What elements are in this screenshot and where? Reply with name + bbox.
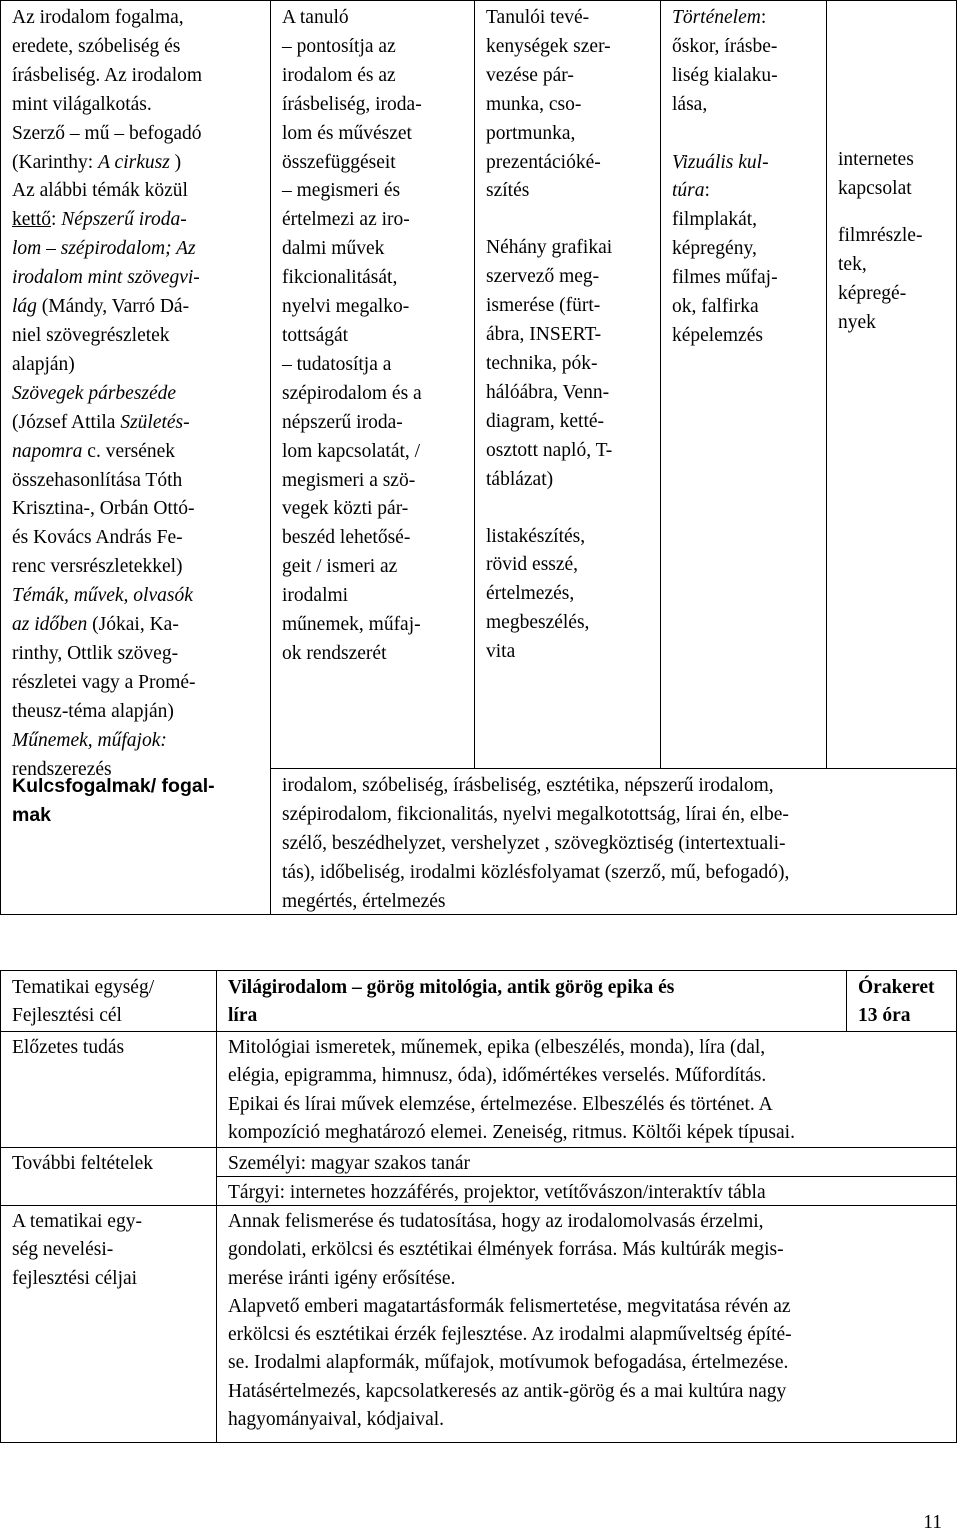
text-segment: : bbox=[704, 180, 710, 202]
text-line: képregé- bbox=[838, 282, 907, 304]
text-line: Alapvető emberi magatartásformák felismertetése, megvitatása révén az bbox=[228, 1295, 791, 1317]
text-segment: Az irodalom fogalma, bbox=[12, 7, 184, 28]
text-segment: theusz-téma alapján) bbox=[12, 700, 174, 722]
text-line bbox=[12, 640, 267, 669]
conditions-label-text: További feltételek bbox=[12, 1153, 154, 1174]
activities-cell bbox=[486, 4, 658, 667]
text-segment: lása, bbox=[672, 93, 708, 115]
text-line: – pontosítja az bbox=[282, 35, 396, 57]
text-line: technika, pók- bbox=[486, 352, 598, 374]
text-line bbox=[12, 33, 267, 62]
text-segment: képregény, bbox=[672, 238, 757, 260]
text-line: – tudatosítja a bbox=[282, 353, 392, 375]
goals-label-line: A tematikai egy- bbox=[12, 1211, 142, 1232]
unit-label-line: Tematikai egység/ bbox=[12, 977, 155, 998]
hours-label: Órakeret bbox=[858, 977, 935, 998]
text-line: megértés, értelmezés bbox=[282, 890, 446, 912]
text-line bbox=[12, 582, 267, 611]
text-segment: összehasonlítása Tóth bbox=[12, 469, 183, 491]
text-line bbox=[12, 206, 267, 235]
keywords-label bbox=[12, 772, 267, 830]
text-line bbox=[672, 62, 824, 91]
prior-text bbox=[228, 1034, 795, 1147]
text-line: listakészítés, bbox=[486, 525, 586, 547]
text-line: A tanuló bbox=[282, 7, 349, 28]
text-line: internetes bbox=[838, 149, 914, 170]
text-line: rövid esszé, bbox=[486, 554, 579, 576]
prior-label-text: Előzetes tudás bbox=[12, 1037, 125, 1058]
text-line: Epikai és lírai művek elemzése, értelmezése. Elbeszélés és történet. A bbox=[228, 1093, 773, 1115]
keywords-label-line: Kulcsfogalmak/ fogal- bbox=[12, 775, 215, 797]
unit-title-line: Világirodalom – görög mitológia, antik görög epika és bbox=[228, 977, 675, 998]
text-segment: őskor, írásbe- bbox=[672, 35, 778, 57]
text-line: ok rendszerét bbox=[282, 642, 387, 664]
text-line bbox=[12, 409, 267, 438]
text-line bbox=[12, 264, 267, 293]
text-line bbox=[12, 177, 267, 206]
text-segment: Vizuális kul- bbox=[672, 151, 769, 173]
text-line: filmrészle- bbox=[838, 224, 923, 246]
text-line bbox=[12, 524, 267, 553]
text-segment: és Kovács András Fe- bbox=[12, 527, 183, 549]
text-segment: Műnemek, műfajok: bbox=[12, 729, 167, 751]
text-segment: kettő bbox=[12, 209, 51, 231]
text-line: megismeri a szö- bbox=[282, 469, 416, 491]
text-segment: rinthy, Ottlik szöveg- bbox=[12, 642, 179, 664]
conditions-personal bbox=[228, 1150, 470, 1178]
conditions-material bbox=[228, 1179, 766, 1207]
text-block bbox=[838, 222, 954, 338]
text-line: erkölcsi és esztétikai érzék fejlesztése. Az irodalmi alapműveltség építé- bbox=[228, 1324, 792, 1346]
text-line: fikcionalitását, bbox=[282, 267, 398, 289]
topics-cell bbox=[12, 4, 267, 784]
text-segment: írásbeliség. Az irodalom bbox=[12, 64, 203, 86]
text-segment: c. versének bbox=[82, 440, 175, 462]
text-segment: (József Attila bbox=[12, 411, 121, 433]
text-line bbox=[12, 4, 267, 33]
col-divider bbox=[270, 0, 271, 915]
text-line: szervező meg- bbox=[486, 266, 600, 288]
text-line: szépirodalom, fikcionalitás, nyelvi megalkotottság, lírai én, elbe- bbox=[282, 803, 789, 825]
goals-label-line: fejlesztési céljai bbox=[12, 1267, 138, 1289]
text-line: tás), időbeliség, irodalmi közlésfolyamat (szerző, mű, befogadó), bbox=[282, 861, 790, 883]
text-segment: részletei vagy a Promé- bbox=[12, 671, 196, 693]
text-line: irodalom, szóbeliség, írásbeliség, esztétika, népszerű irodalom, bbox=[282, 775, 774, 796]
text-line: megbeszélés, bbox=[486, 612, 590, 634]
text-line: nyelvi megalko- bbox=[282, 296, 410, 318]
col-divider bbox=[956, 0, 957, 915]
text-segment: Krisztina-, Orbán Ottó- bbox=[12, 498, 195, 520]
text-line bbox=[12, 149, 267, 178]
goals-text bbox=[228, 1208, 792, 1434]
text-line: kompozíció meghatározó elemei. Zeneiség, ritmus. Költői képek típusai. bbox=[228, 1121, 795, 1143]
text-line bbox=[672, 120, 824, 149]
prior-label bbox=[12, 1034, 124, 1062]
text-line bbox=[12, 91, 267, 120]
text-segment: (Karinthy: bbox=[12, 151, 99, 173]
col-divider bbox=[0, 970, 1, 1443]
text-line: portmunka, bbox=[486, 122, 576, 144]
media-cell bbox=[838, 146, 954, 337]
text-segment: túra bbox=[672, 180, 705, 202]
conditions-label bbox=[12, 1150, 153, 1178]
text-segment: ok, falfirka bbox=[672, 296, 759, 318]
text-line: értelmezés, bbox=[486, 583, 575, 605]
table-border-top bbox=[0, 0, 957, 1]
hours-cell bbox=[858, 974, 935, 1031]
text-segment: ) bbox=[169, 151, 182, 173]
text-line bbox=[672, 206, 824, 235]
text-line bbox=[12, 293, 267, 322]
text-line: vita bbox=[486, 641, 516, 663]
text-segment: renc versrészletekkel) bbox=[12, 556, 183, 578]
text-block bbox=[486, 234, 658, 494]
text-segment: Szerző – mű – befogadó bbox=[12, 122, 202, 144]
text-line bbox=[12, 727, 267, 756]
text-segment: Népszerű iroda- bbox=[61, 209, 187, 231]
text-line: műnemek, műfaj- bbox=[282, 614, 421, 636]
objectives-cell bbox=[282, 4, 472, 669]
text-line: hagyományaival, kódjaival. bbox=[228, 1409, 445, 1431]
text-line: geit / ismeri az bbox=[282, 556, 398, 578]
text-segment: irodalom mint szövegvi- bbox=[12, 267, 200, 289]
text-line: hálóábra, Venn- bbox=[486, 381, 610, 403]
goals-label bbox=[12, 1208, 142, 1293]
table-border-bottom bbox=[0, 1442, 957, 1443]
col-divider bbox=[660, 0, 661, 769]
text-line: irodalom és az bbox=[282, 64, 396, 86]
text-line: diagram, ketté- bbox=[486, 410, 605, 432]
text-line bbox=[672, 149, 824, 178]
col-divider bbox=[216, 970, 217, 1443]
text-line: értelmezi az iro- bbox=[282, 209, 410, 231]
text-segment: liség kialaku- bbox=[672, 64, 778, 86]
col-divider bbox=[826, 0, 827, 769]
text-line: ismerése (fürt- bbox=[486, 295, 601, 317]
keywords-label-line: mak bbox=[12, 803, 52, 826]
text-line bbox=[12, 669, 267, 698]
text-segment: : bbox=[760, 7, 767, 28]
text-line: elégia, epigramma, himnusz, óda), időmértékes verselés. Műfordítás. bbox=[228, 1065, 767, 1087]
text-line: népszerű iroda- bbox=[282, 411, 403, 433]
text-line: gondolati, erkölcsi és esztétikai élmények forrása. Más kultúrák megis- bbox=[228, 1239, 784, 1261]
text-line: dalmi művek bbox=[282, 238, 385, 260]
text-block bbox=[486, 523, 658, 668]
thematic-unit-table bbox=[0, 970, 957, 1443]
text-segment: Az alábbi témák közül bbox=[12, 180, 188, 202]
text-line: osztott napló, T- bbox=[486, 439, 613, 461]
text-line bbox=[672, 91, 824, 120]
conditions-personal-text: Személyi: magyar szakos tanár bbox=[228, 1153, 471, 1174]
text-segment: lom – szépirodalom; Az bbox=[12, 238, 196, 260]
text-line: ábra, INSERT- bbox=[486, 324, 602, 346]
text-line bbox=[12, 120, 267, 149]
text-line: szépirodalom és a bbox=[282, 382, 422, 404]
text-line bbox=[12, 235, 267, 264]
text-line bbox=[672, 264, 824, 293]
text-segment: (Mándy, Varró Dá- bbox=[36, 296, 190, 318]
text-block bbox=[486, 4, 658, 206]
table-border-top bbox=[0, 970, 957, 971]
text-segment: alapján) bbox=[12, 353, 75, 375]
text-line bbox=[12, 438, 267, 467]
unit-title bbox=[228, 974, 674, 1031]
text-line: vegek közti pár- bbox=[282, 498, 409, 520]
text-segment: : bbox=[51, 209, 62, 231]
text-line bbox=[12, 62, 267, 91]
text-line bbox=[12, 351, 267, 380]
text-line bbox=[672, 293, 824, 322]
text-segment: lág bbox=[12, 296, 37, 318]
text-segment: Történelem bbox=[672, 7, 761, 28]
text-segment: A cirkusz bbox=[98, 151, 170, 173]
text-line bbox=[672, 235, 824, 264]
connections-cell bbox=[672, 4, 824, 351]
hours-value: 13 óra bbox=[858, 1005, 911, 1027]
text-line bbox=[672, 322, 824, 351]
unit-label-line: Fejlesztési cél bbox=[12, 1005, 122, 1027]
text-line: tottságát bbox=[282, 324, 349, 346]
text-segment: filmes műfaj- bbox=[672, 267, 778, 289]
text-line bbox=[12, 467, 267, 496]
row-divider bbox=[0, 1031, 957, 1032]
text-line: szítés bbox=[486, 180, 530, 202]
text-line: vezése pár- bbox=[486, 64, 574, 86]
text-line: merése iránti igény erősítése. bbox=[228, 1267, 456, 1289]
text-segment: Szövegek párbeszéde bbox=[12, 382, 177, 404]
text-line: irodalmi bbox=[282, 585, 349, 607]
text-line bbox=[12, 495, 267, 524]
text-line: lom kapcsolatát, / bbox=[282, 440, 421, 462]
keywords-cell bbox=[282, 772, 954, 917]
text-line bbox=[12, 553, 267, 582]
text-segment: képelemzés bbox=[672, 324, 763, 346]
text-line: se. Irodalmi alapformák, műfajok, motívumok befogadása, értelmezése. bbox=[228, 1352, 789, 1374]
unit-label bbox=[12, 974, 154, 1031]
text-block bbox=[838, 146, 954, 204]
text-line: összefüggéseit bbox=[282, 151, 396, 173]
text-line bbox=[12, 698, 267, 727]
text-line: Néhány grafikai bbox=[486, 237, 613, 259]
text-segment: filmplakát, bbox=[672, 209, 758, 231]
text-segment: Témák, művek, olvasók bbox=[12, 585, 193, 607]
row-divider bbox=[270, 768, 957, 769]
text-line bbox=[672, 177, 824, 206]
text-line: írásbeliség, iroda- bbox=[282, 93, 422, 115]
text-segment: rendszerezés bbox=[12, 758, 112, 780]
col-divider bbox=[846, 970, 847, 1032]
unit-title-line: líra bbox=[228, 1005, 258, 1027]
col-divider bbox=[0, 0, 1, 915]
col-divider bbox=[956, 970, 957, 1443]
text-segment: eredete, szóbeliség és bbox=[12, 35, 181, 57]
text-line: Hatásértelmezés, kapcsolatkeresés az antik-görög és a mai kultúra nagy bbox=[228, 1380, 787, 1402]
text-line bbox=[12, 322, 267, 351]
text-line: munka, cso- bbox=[486, 93, 582, 115]
text-line: szélő, beszédhelyzet, vershelyzet , szövegköztiség (intertextuali- bbox=[282, 832, 786, 854]
text-line: beszéd lehetősé- bbox=[282, 527, 411, 549]
goals-label-line: ség nevelési- bbox=[12, 1239, 114, 1261]
text-segment: az időben bbox=[12, 614, 88, 636]
conditions-material-text: Tárgyi: internetes hozzáférés, projektor, vetítővászon/interaktív tábla bbox=[228, 1182, 766, 1203]
text-line: kenységek szer- bbox=[486, 35, 611, 57]
text-segment: niel szövegrészletek bbox=[12, 324, 170, 346]
text-line: nyek bbox=[838, 311, 876, 333]
text-line: Mitológiai ismeretek, műnemek, epika (elbeszélés, monda), líra (dal, bbox=[228, 1037, 766, 1058]
text-line: Annak felismerése és tudatosítása, hogy az irodalomolvasás érzelmi, bbox=[228, 1211, 764, 1232]
text-segment: (Jókai, Ka- bbox=[87, 614, 179, 636]
text-line bbox=[12, 611, 267, 640]
col-divider bbox=[474, 0, 475, 769]
text-line: tek, bbox=[838, 253, 867, 275]
text-line: Tanulói tevé- bbox=[486, 7, 590, 28]
page-number: 11 bbox=[923, 1512, 942, 1533]
text-segment: Születés- bbox=[120, 411, 190, 433]
text-line: prezentációké- bbox=[486, 151, 601, 173]
text-line: – megismeri és bbox=[282, 180, 401, 202]
text-line: táblázat) bbox=[486, 468, 554, 490]
text-line bbox=[672, 4, 824, 33]
text-line: kapcsolat bbox=[838, 177, 912, 199]
text-segment: napomra bbox=[12, 440, 83, 462]
text-line: lom és művészet bbox=[282, 122, 412, 144]
text-line bbox=[12, 380, 267, 409]
text-line bbox=[672, 33, 824, 62]
text-segment: mint világalkotás. bbox=[12, 93, 152, 115]
